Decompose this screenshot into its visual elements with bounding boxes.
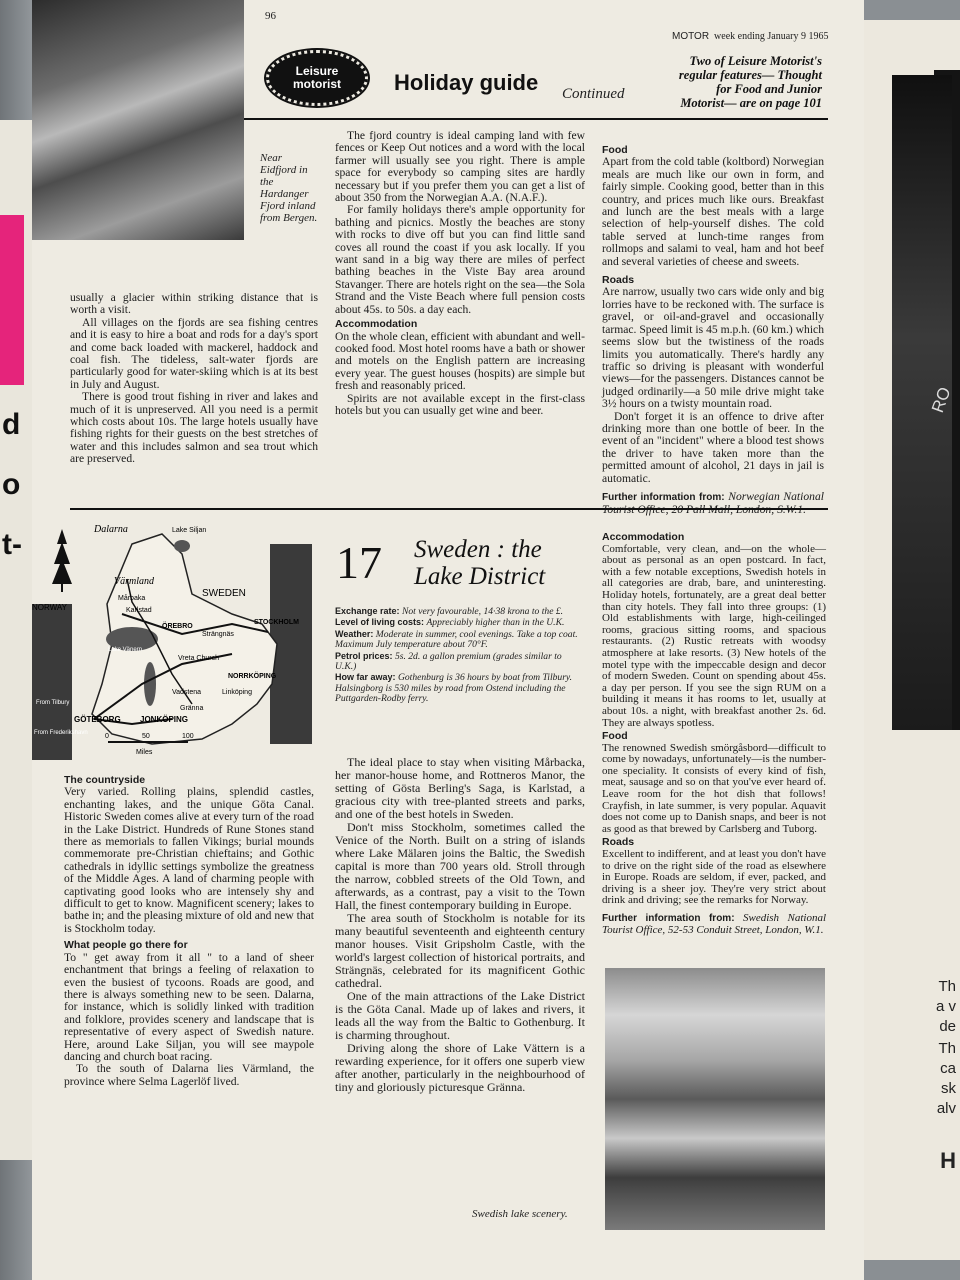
- leisure-motorist-logo: [266, 50, 368, 106]
- right-fragment-4: Th: [938, 1040, 956, 1057]
- map-label: Värmland: [114, 576, 154, 587]
- map-label: NORRKÖPING: [228, 673, 277, 680]
- right-fragment-ro: RO: [927, 384, 955, 416]
- guide-number: 17: [336, 537, 382, 588]
- map-label: From Tilbury: [36, 700, 70, 706]
- map-label: Dalarna: [94, 524, 128, 535]
- map-label: Miles: [136, 749, 153, 756]
- map-label: Lake Siljan: [172, 527, 207, 534]
- left-fragment-3: t-: [2, 528, 22, 561]
- sweden-column-2: [335, 756, 585, 1094]
- right-fragment-3: de: [939, 1018, 956, 1035]
- paragraph: Driving along the shore of Lake Vättern is a rewarding experience, for it offers one superb view after another, particularly in the neighbourhood of tiny and gloriously picturesque Gränna.: [335, 1041, 585, 1094]
- sweden-map: [32, 524, 312, 760]
- norway-column-2: [335, 130, 585, 417]
- heading-food: Food: [602, 144, 628, 156]
- pink-cover-fragment: [0, 215, 24, 385]
- map-label: 50: [142, 733, 150, 740]
- map-label: 100: [182, 733, 194, 740]
- heading-accommodation: Accommodation: [602, 531, 685, 543]
- sweden-column-1: [64, 772, 314, 1088]
- paragraph: The fjord country is ideal camping land with few fences or Keep Out notices and a word with the local farmer will usually see you right. There is ample space for everybody so camping sites are hardly necessary but if you prefer them you can get a list of about 350 from the Norwegian A.A. (N.A.F.).: [335, 129, 585, 205]
- map-label: Gränna: [180, 705, 204, 712]
- paragraph: Very varied. Rolling plains, splendid castles, enchanting lakes, and the unique Göta Canal. Historic Sweden comes alive at every turn of the road in the Lake District. Hundreds of Rune Stones stand there as memorials to fallen Vikings; burial mounds commemorate pre-Christian chieftains; and Gothic cathedrals in idyllic settings symbolize the greatness of the Middle Ages. A land of charming people with captivating good looks who are intensely shy and difficult to get to know. Magnificent scenery; lakes to bathe in; and the pleasing mixture of old and new that is Stockholm today.: [64, 785, 314, 935]
- map-label: Lake Vänern: [108, 647, 143, 653]
- fjord-photo-caption: Near Eidfjord in the Hardanger Fjord inland from Bergen.: [260, 152, 318, 224]
- further-info-text: Norwegian National: [728, 489, 824, 503]
- fact-row: Petrol prices: 5s. 2d. a gallon premium (grades similar to U.K.): [335, 650, 562, 673]
- fact-row: Level of living costs: Appreciably higher than in the U.K.: [335, 617, 565, 629]
- paragraph: Comfortable, very clean, and—on the whole—about as personal as an open postcard. In fact, with a few notable exceptions, Swedish hotels in all categories are drab, bare, and uninteresting. Holiday hotels, fortunately, are a great deal better than city hotels. They fall into three groups: (1) Old establishments with large, high-ceilinged rooms, gracious sitting rooms, and spacious restaurants. (2) Rustic retreats with woodsy atmosphere at lake resorts. (3) New hotels of the motel type with the impeccable design and decor of modern Sweden. Count on spending about 45s. a day per person. If you see the sign RUM on a building it means it has rooms to let, usually at about 10s. a night, with breakfast another 2s. 6d. They are always spotless.: [602, 542, 826, 729]
- map-label: NORWAY: [32, 603, 67, 612]
- sweden-title: [414, 536, 545, 590]
- running-header: [672, 31, 828, 42]
- paragraph: For family holidays there's ample opportunity for bathing and picnics. Mostly the beaches are stony with rocks to dive off but you can find little sand coves all round the coast if you ask locally. If you want sand in a big way there are miles of perfect bathing beaches in the Viste Bay area around Stavanger. There are hotels right on the sea—the Sola Strand and the Viste Beach where full pension costs about 45s. to 50s. a day each.: [335, 203, 585, 316]
- map-label: Strängnäs: [202, 631, 234, 638]
- map-label: GÖTEBORG: [74, 715, 121, 724]
- promo-note: Two of Leisure Motorist's regular features— Thought for Food and Junior Motorist— are on page 101: [678, 54, 822, 110]
- header-rule: [244, 118, 828, 120]
- paragraph: The renowned Swedish smörgåsbord—difficult to come by nowadays, unfortunately—is the number-one speciality. It consists of every kind of fish, meat, sausage and so on that you've ever heard of. Leave room for the hot dish that follows! Crayfish, in late summer, is very popular. Aquavit does not come up to Danish snaps, and beer is not as good as that brewed by Carlsberg and Tuborg.: [602, 741, 826, 835]
- page-number: 96: [265, 10, 276, 22]
- section-continued: Continued: [562, 86, 625, 102]
- further-info-text: Swedish National Tourist Office, 52-53 Conduit Street, London, W.1.: [602, 912, 827, 936]
- paragraph: Excellent to indifferent, and at least you don't have to drive on the right side of the road as elsewhere in Europe. Roads are seldom, if ever, packed, and driving is a sheer joy. They're very strict about drink and driving; see the remarks for Norway.: [602, 848, 826, 907]
- logo-line-2: motorist: [293, 77, 341, 91]
- paragraph: To " get away from it all " to a land of sheer enchantment that brings a feeling of relaxation to even the busiest of tycoons. Roads are good, and there is always something new to be seen. Dalarna, for instance, which is solidly linked with tradition and folklore, provides scenery and landscape that is representative of every aspect of Swedish nature. Here, around Lake Siljan, you will see maypole dancing and church boat racing.: [64, 950, 314, 1063]
- lake-siljan-shape: [174, 540, 190, 552]
- heading-food: Food: [602, 730, 628, 743]
- map-label: Vadstena: [172, 689, 202, 696]
- sweden-column-3: [602, 530, 826, 936]
- map-label: SWEDEN: [202, 588, 246, 599]
- right-fragment-2: a v: [935, 998, 956, 1015]
- norway-column-1: [70, 292, 318, 466]
- map-label: Mårbaka: [118, 595, 146, 602]
- left-fragment-2: o: [2, 468, 21, 501]
- paragraph: One of the main attractions of the Lake District is the Göta Canal. Made up of lakes and rivers, it leads all the way from the Baltic to Gothenburg. It is charming throughout.: [335, 989, 585, 1042]
- paragraph: usually a glacier within striking distance that is worth a visit.: [70, 291, 318, 317]
- further-info-label: Further information from:: [602, 491, 725, 503]
- further-info-label: Further information from:: [602, 913, 735, 924]
- lake-photo-caption: Swedish lake scenery.: [472, 1208, 568, 1220]
- paragraph: Are narrow, usually two cars wide only and big lorries have to be reckoned with. The surface is gravel, or oil-and-gravel and occasionally tarmac. Speed limit is 45 m.p.h. (60 km.) which seems slow but the twistiness of the roads limits you automatically. There's hardly any traffic so driving is pleasant with wonderful views—for the passengers. Distances cannot be judged ordinarily—a 50 mile drive might take 3½ hours on a twisty mountain road.: [602, 285, 824, 411]
- map-label: Linköping: [222, 689, 252, 696]
- fact-row: How far away: Gothenburg is 36 hours by boat from Tilbury. Halsingborg is 530 miles by road from Ostend including the Puttgarden-Rodby ferry.: [335, 672, 573, 705]
- norway-column-3: [602, 142, 824, 517]
- heading-roads: Roads: [602, 274, 635, 287]
- heading-roads: Roads: [602, 836, 635, 849]
- map-label: Karlstad: [126, 607, 152, 614]
- paragraph: Don't forget it is an offence to drive after drinking more than one bottle of beer. In the event of an "incident" where a blood test shows the driver to have taken more than the permitted amount of alcohol, 21 days in jail is automatic.: [602, 409, 824, 485]
- map-label: JONKÖPING: [140, 715, 189, 724]
- map-label: 0: [105, 733, 109, 740]
- paragraph: The ideal place to stay when visiting Mårbacka, her manor-house home, and Rottneros Manor, the setting of Gösta Berling's Saga, is Karlstad, a gracious city with tree-planted streets and parks, and one of the best hotels in Sweden.: [335, 755, 585, 821]
- map-label: Vreta Church: [178, 655, 219, 662]
- logo-line-1: Leisure: [295, 64, 339, 78]
- right-fragment-5: ca: [940, 1060, 956, 1077]
- heading-countryside: The countryside: [64, 774, 146, 786]
- issue-date: week ending January 9 1965: [714, 31, 829, 42]
- left-fragment-1: d: [2, 408, 21, 441]
- heading-what-people-go-for: What people go there for: [64, 939, 188, 952]
- map-label: ÖREBRO: [162, 623, 193, 630]
- right-fragment-6: sk: [941, 1080, 956, 1097]
- lake-vattern: [144, 662, 156, 706]
- sea-west: [32, 604, 72, 760]
- paragraph: All villages on the fjords are sea fishing centres and it is easy to hire a boat and rods for a day's sport and come back loaded with mackerel, haddock and coal fish. The tideless, salt-water fjords are particularly good for water-skiing which is at its best in July and August.: [70, 315, 318, 391]
- magazine-page: [32, 0, 864, 1280]
- right-fragment-7: alv: [936, 1100, 956, 1117]
- map-label: STOCKHOLM: [254, 619, 299, 626]
- fact-row: Exchange rate: Not very favourable, 14·38 krona to the £.: [335, 606, 564, 617]
- quick-facts: [335, 606, 583, 705]
- fjord-photo: [32, 0, 244, 240]
- sweden-title-line-2: Lake District: [414, 563, 546, 590]
- map-label: From Frederikshavn: [34, 730, 88, 736]
- magazine-name: MOTOR: [672, 31, 710, 42]
- fact-row: Weather: Moderate in summer, cool evenings. Take a top coat. Maximum July temperature about 70°F.: [335, 628, 578, 651]
- paragraph: There is good trout fishing in river and lakes and much of it is unpreserved. All you need is a permit which costs about 10s. The large hotels usually have fishing rights for their guests on the best stretches of water and this includes salmon and sea trout which are preserved.: [70, 390, 318, 466]
- right-fragment-8: H: [940, 1148, 956, 1173]
- section-title: Holiday guide: [394, 70, 539, 95]
- paragraph: Spirits are not available except in the first-class hotels but you can usually get wine and beer.: [335, 391, 585, 417]
- lake-scenery-photo: [605, 968, 825, 1230]
- paragraph: To the south of Dalarna lies Värmland, the province where Selma Lagerlöf lived.: [64, 1062, 314, 1088]
- sweden-title-line-1: Sweden : the: [414, 536, 542, 563]
- right-fragment-1: Th: [938, 978, 956, 995]
- paragraph: Apart from the cold table (koltbord) Norwegian meals are much like our own in form, and fairly simple. Cooking good, better than in this country, and prices much like ours. Breakfast and lunch are the best meals with a large selection of help-yourself dishes. The cold table served at lunch-time ranges from rollmops and salami to veal, ham and hot beef and several varieties of cheese and sweets.: [602, 155, 824, 268]
- section-divider: [70, 508, 828, 510]
- paragraph: The area south of Stockholm is notable for its many beautiful seventeenth and eighteenth century manor houses. Visit Gripsholm Castle, with the world's largest collection of historical portraits, and Strängnäs, celebrated for its magnificent Gothic cathedral.: [335, 911, 585, 990]
- heading-accommodation: Accommodation: [335, 318, 418, 331]
- paragraph: Don't miss Stockholm, sometimes called the Venice of the North. Built on a string of islands where Lake Mälaren joins the Baltic, the Swedish capital is more than 700 years old. Stroll through the narrow, cobbled streets of the Old Town, and afterwards, as a contrast, pay a visit to the Town Hall, the finest contemporary building in Europe.: [335, 820, 585, 912]
- paragraph: On the whole clean, efficient with abundant and well-cooked food. Most hotel rooms have a bath or shower and motels on the English pattern are increasing every year. The guest houses (hospits) are simple but fresh and reasonably priced.: [335, 329, 585, 393]
